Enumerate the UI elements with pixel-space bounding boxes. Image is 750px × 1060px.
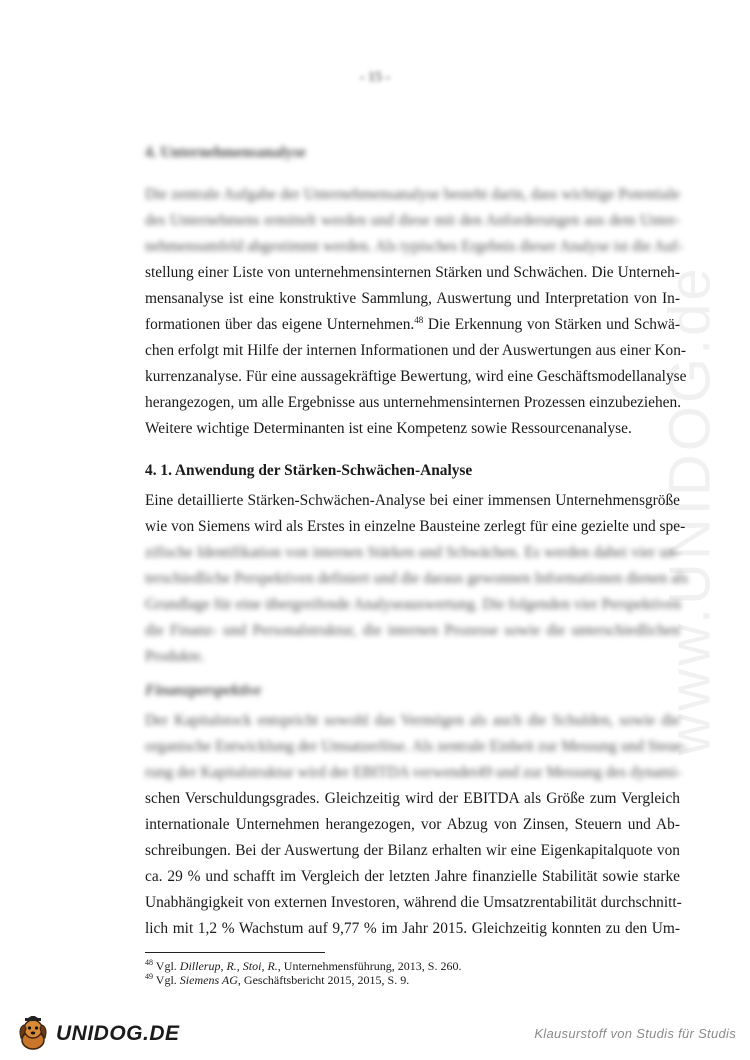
text-segment: formationen über das eigene Unternehmen. <box>145 316 415 333</box>
footnote-text: , Geschäftsbericht 2015, 2015, S. 9. <box>237 973 410 987</box>
text-line: stellung einer Liste von unternehmensinternen Stärken und Schwächen. Die Unterneh- <box>145 264 680 281</box>
footnote-author: Dillerup, R., Stoi, R. <box>179 959 278 973</box>
dog-mascot-icon <box>14 1016 52 1052</box>
blurred-line: Grundlage für eine übergreifende Analyseauswertung. Die folgenden vier Perspektiven <box>145 596 682 613</box>
tagline: Klausurstoff von Studis für Studis <box>534 1026 736 1041</box>
footnote-number: 48 <box>145 958 153 967</box>
unidog-logo[interactable] <box>14 1016 180 1052</box>
blurred-line: rung der Kapitalstruktur wird der EBITDA verwendet49 und zur Messung des dynami- <box>145 764 682 781</box>
blurred-line: organische Entwicklung der Umsatzerlöse. Als zentrale Einheit zur Messung und Steue- <box>145 738 688 755</box>
blurred-line: Der Kapitalstock entspricht sowohl das Vermögen als auch die Schulden, sowie die <box>145 712 680 729</box>
blurred-line: zifische Identifikation von internen Stärken und Schwächen. Es werden dabei vier un- <box>145 544 680 561</box>
blurred-line: Die zentrale Aufgabe der Unternehmensanalyse besteht darin, dass wichtige Potentiale <box>145 186 680 203</box>
footnote <box>145 959 680 973</box>
document-body <box>145 140 689 942</box>
finance-paragraph <box>145 708 688 942</box>
footnote-text: Vgl. <box>155 959 180 973</box>
subsection-heading: 4. 1. Anwendung der Stärken-Schwächen-Analyse <box>145 462 473 479</box>
text-line: Eine detaillierte Stärken-Schwächen-Analyse bei einer immensen Unternehmensgröße <box>145 492 680 509</box>
text-line: Weitere wichtige Determinanten ist eine Kompetenz sowie Ressourcenanalyse. <box>145 420 632 437</box>
subsection-paragraph <box>145 488 689 670</box>
text-segment: Die Erkennung von Stärken und Schwä- <box>423 316 680 333</box>
text-line: chen erfolgt mit Hilfe der internen Informationen und der Auswertungen aus einer Kon- <box>145 342 687 359</box>
section-heading: 4. Unternehmensanalyse <box>145 144 306 161</box>
footnote-text: , Unternehmensführung, 2013, S. 260. <box>277 959 462 973</box>
footnote-divider <box>145 952 325 953</box>
text-line: lich mit 1,2 % Wachstum auf 9,77 % im Jahr 2015. Gleichzeitig konnten zu den Um- <box>145 920 680 937</box>
footnotes <box>145 959 680 987</box>
footnote <box>145 973 680 987</box>
watermark-text: www.UNIDOG.de <box>657 264 723 756</box>
text-line <box>145 312 680 338</box>
text-line: kurrenzanalyse. Für eine aussagekräftige Bewertung, wird eine Geschäftsmodellanalyse <box>145 368 687 385</box>
section-paragraph <box>145 182 687 442</box>
page-number: - 15 - <box>359 70 391 85</box>
text-line: internationale Unternehmen herangezogen, vor Abzug von Zinsen, Steuern und Ab- <box>145 816 680 833</box>
blurred-line: Produkte. <box>145 648 205 665</box>
footnote-author: Siemens AG <box>179 973 238 987</box>
footnote-text: Vgl. <box>155 973 180 987</box>
blurred-line: nehmensumfeld abgestimmt werden. Als typisches Ergebnis dieser Analyse ist die Auf- <box>145 238 683 255</box>
footnote-number: 49 <box>145 972 153 981</box>
text-line: mensanalyse ist eine konstruktive Sammlung, Auswertung und Interpretation von In- <box>145 290 680 307</box>
text-line: schen Verschuldungsgrades. Gleichzeitig wird der EBITDA als Größe zum Vergleich <box>145 790 680 807</box>
logo-text: UNIDOG.DE <box>56 1022 180 1045</box>
text-line: schreibungen. Bei der Auswertung der Bilanz erhalten wir eine Eigenkapitalquote von <box>145 842 680 859</box>
text-line: herangezogen, um alle Ergebnisse aus unternehmensinternen Prozessen einzubeziehen. <box>145 394 682 411</box>
blurred-line: die Finanz- und Personalstruktur, die internen Prozesse sowie die unterschiedlichen <box>145 622 680 639</box>
footnote-ref: 48 <box>414 314 424 325</box>
blurred-line: des Unternehmens ermittelt werden und diese mit den Anforderungen aus dem Unter- <box>145 212 680 229</box>
text-line: wie von Siemens wird als Erstes in einzelne Bausteine zerlegt für eine gezielte und spe- <box>145 518 686 535</box>
text-line: Unabhängigkeit von externen Investoren, während die Umsatzrentabilität durchschnitt- <box>145 894 682 911</box>
blurred-line: terschiedliche Perspektiven definiert und die daraus gewonnen Informationen dienen als <box>145 570 689 587</box>
finance-heading: Finanzperspektive <box>145 682 262 699</box>
text-line: ca. 29 % und schafft im Vergleich der letzten Jahre finanzielle Stabilität sowie starke <box>145 868 680 885</box>
